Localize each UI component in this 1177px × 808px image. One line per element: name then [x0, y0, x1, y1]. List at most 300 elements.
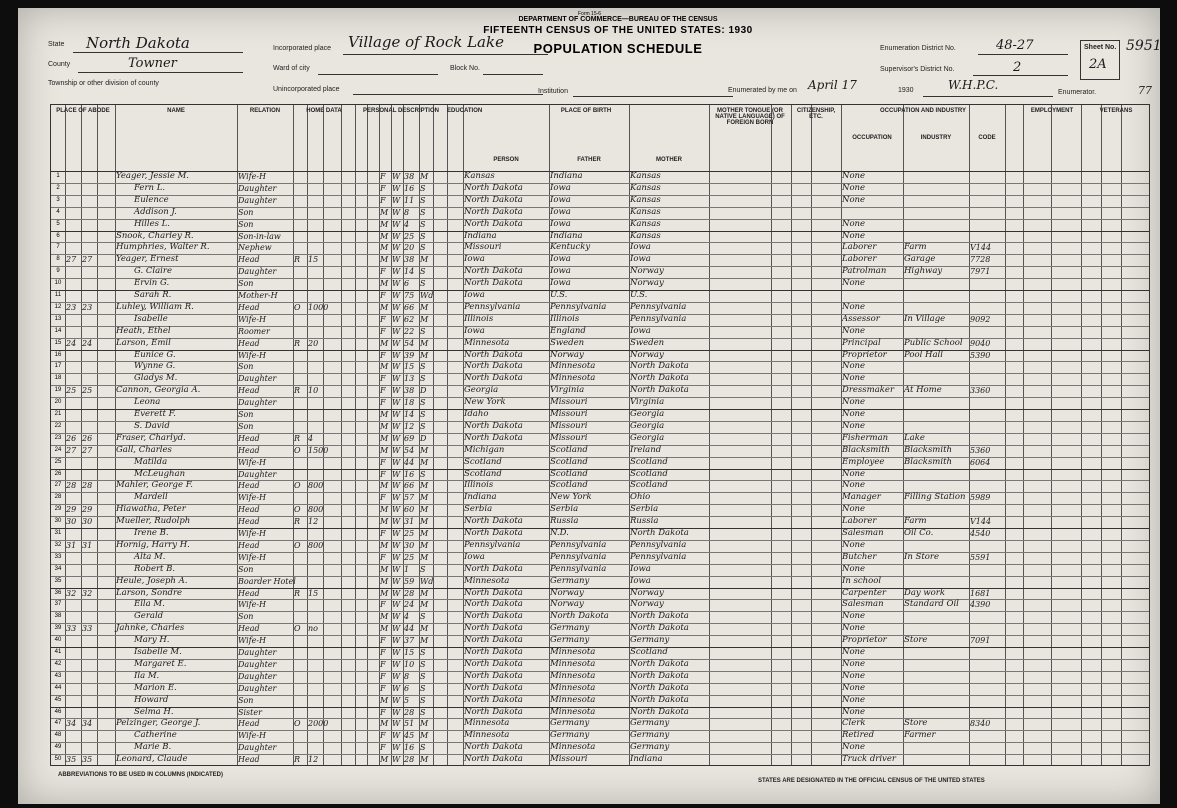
- cell-tenure: [294, 326, 306, 338]
- cell-sex: M: [380, 481, 389, 491]
- cell-ind: Garage: [904, 254, 936, 265]
- cell-sex: M: [380, 255, 389, 265]
- cell-tenure: [294, 611, 306, 623]
- cell-ind: Oil Co.: [904, 528, 934, 538]
- cell-value: 20: [308, 338, 319, 348]
- cell-occ: [842, 290, 902, 302]
- table-row: [51, 683, 1149, 695]
- cell-age: 57: [404, 493, 415, 503]
- cell-dw: [66, 183, 80, 195]
- cell-mpob: Georgia: [630, 420, 665, 431]
- cell-race: W: [392, 255, 401, 265]
- footer-note: STATES ARE DESIGNATED IN THE OFFICIAL CENSUS OF THE UNITED STATES: [758, 778, 985, 784]
- cell-occ: Employee: [842, 456, 885, 467]
- table-row: [51, 552, 1149, 564]
- cell-ms: D: [420, 386, 427, 396]
- unincorporated-underline: [353, 94, 543, 95]
- cell-occ: Salesman: [842, 528, 884, 538]
- abbrev-title: ABBREVIATIONS TO BE USED IN COLUMNS (INDICATED): [58, 772, 224, 778]
- cell-ms: M: [420, 172, 429, 181]
- cell-rel: Daughter: [238, 743, 277, 753]
- cell-tenure: [294, 659, 306, 671]
- column-group-mother-tongue-or-native-language-of-foreign-born: MOTHER TONGUE (OR NATIVE LANGUAGE) OF FOREIGN BORN: [715, 108, 785, 126]
- cell-age: 15: [404, 648, 415, 657]
- cell-fam: [82, 290, 96, 302]
- cell-race: W: [392, 612, 401, 622]
- cell-race: W: [392, 493, 401, 503]
- cell-mpob: North Dakota: [630, 694, 689, 705]
- cell-age: 39: [404, 350, 415, 360]
- cell-age: 54: [404, 338, 415, 348]
- cell-fpob: Scotland: [550, 444, 588, 455]
- cell-fpob: England: [550, 325, 586, 336]
- cell-n: 4: [56, 208, 60, 215]
- cell-name: Catherine: [134, 730, 177, 741]
- cell-mpob: Iowa: [630, 242, 651, 253]
- cell-ind: Highway: [904, 266, 943, 277]
- cell-occ: [842, 207, 902, 219]
- cell-pob: Pennsylvania: [464, 301, 521, 312]
- cell-ind: Farm: [904, 242, 927, 253]
- cell-name: Isabelle: [134, 313, 168, 324]
- cell-rel: Wife-H: [238, 600, 267, 610]
- cell-dw: [66, 576, 80, 588]
- cell-pob: North Dakota: [464, 754, 523, 765]
- cell-pob: Iowa: [464, 290, 485, 300]
- cell-fam: [82, 183, 96, 195]
- cell-mpob: Scotland: [630, 647, 668, 657]
- cell-race: W: [392, 469, 401, 479]
- cell-fpob: Minnesota: [550, 361, 596, 372]
- cell-fam: [82, 576, 96, 588]
- cell-name: Snook, Charley R.: [116, 230, 194, 241]
- cell-occ: Assessor: [842, 313, 880, 324]
- cell-tenure: [294, 683, 306, 695]
- cell-mpob: Scotland: [630, 456, 668, 467]
- cell-occ: None: [842, 278, 866, 289]
- cell-tenure: [294, 350, 306, 362]
- cell-dw: [66, 671, 80, 683]
- cell-mpob: Pennsylvania: [630, 313, 687, 324]
- cell-fpob: Minnesota: [550, 706, 596, 717]
- cell-pob: North Dakota: [464, 647, 523, 657]
- cell-rel: Head: [238, 517, 260, 527]
- cell-race: W: [392, 755, 401, 765]
- cell-fpob: Iowa: [550, 182, 571, 193]
- cell-race: W: [392, 552, 401, 562]
- cell-fpob: Pennsylvania: [550, 563, 607, 574]
- table-row: [51, 350, 1149, 362]
- cell-ms: S: [420, 683, 426, 693]
- cell-ms: Wd: [420, 291, 434, 300]
- cell-age: 4: [404, 612, 410, 622]
- cell-age: 66: [404, 302, 415, 312]
- cell-mpob: Norway: [630, 349, 664, 360]
- cell-tenure: [294, 635, 306, 647]
- cell-value: [308, 195, 340, 207]
- cell-value: [308, 611, 340, 623]
- cell-mpob: North Dakota: [630, 706, 689, 717]
- cell-ms: M: [420, 314, 429, 324]
- enumerated-year: 1930: [898, 87, 914, 94]
- cell-fpob: Germany: [550, 623, 590, 634]
- cell-fpob: New York: [550, 492, 592, 503]
- cell-ind: [904, 707, 968, 719]
- cell-fpob: Missouri: [550, 754, 588, 765]
- cell-name: Yeager, Ernest: [116, 254, 179, 265]
- table-row: [51, 373, 1149, 385]
- cell-tenure: O: [294, 445, 301, 455]
- cell-race: W: [392, 648, 401, 657]
- cell-dw: [66, 611, 80, 623]
- cell-ind: [904, 326, 968, 338]
- cell-dw: [66, 231, 80, 243]
- table-row: [51, 266, 1149, 278]
- cell-dw: [66, 457, 80, 469]
- cell-occ: None: [842, 682, 866, 693]
- table-row: [51, 635, 1149, 647]
- cell-occ: None: [842, 670, 866, 681]
- cell-fam: [82, 599, 96, 611]
- cell-code: [970, 183, 1004, 195]
- cell-age: 62: [404, 314, 415, 324]
- cell-ind: [904, 683, 968, 695]
- cell-rel: Head: [238, 755, 260, 765]
- cell-sex: M: [380, 243, 389, 253]
- cell-sex: M: [380, 421, 389, 431]
- cell-n: 33: [54, 553, 62, 560]
- cell-race: W: [392, 540, 401, 550]
- cell-dw: [66, 397, 80, 409]
- cell-tenure: R: [294, 517, 301, 527]
- state-underline: [73, 52, 243, 53]
- cell-dw: [66, 683, 80, 695]
- cell-ms: S: [420, 695, 426, 705]
- cell-dw: 34: [66, 719, 77, 729]
- cell-age: 44: [404, 457, 415, 467]
- cell-code: 5591: [970, 552, 991, 562]
- cell-fpob: Norway: [550, 349, 584, 360]
- table-row: [51, 564, 1149, 576]
- cell-occ: Dressmaker: [842, 385, 895, 396]
- cell-mpob: Norway: [630, 266, 664, 277]
- cell-ms: M: [420, 302, 429, 312]
- cell-value: 12: [308, 517, 319, 527]
- cell-fpob: Serbia: [550, 504, 579, 515]
- cell-rel: Daughter: [238, 195, 277, 205]
- cell-pob: Kansas: [464, 171, 495, 181]
- cell-name: Wynne G.: [134, 361, 176, 372]
- cell-pob: North Dakota: [464, 682, 523, 693]
- cell-fpob: Missouri: [550, 409, 588, 419]
- cell-dw: 29: [66, 505, 77, 515]
- cell-age: 8: [404, 671, 410, 681]
- cell-rel: Son: [238, 564, 254, 574]
- cell-ind: [904, 504, 968, 516]
- cell-race: W: [392, 267, 401, 277]
- cell-occ: None: [842, 194, 866, 205]
- cell-mpob: Scotland: [630, 480, 668, 491]
- cell-sex: M: [380, 445, 389, 455]
- cell-ms: S: [420, 195, 426, 205]
- cell-code: [970, 207, 1004, 219]
- cell-mpob: Norway: [630, 599, 664, 610]
- cell-value: [308, 552, 340, 564]
- cell-name: Larson, Sondre: [116, 587, 183, 598]
- cell-age: 28: [404, 755, 415, 765]
- cell-value: 15: [308, 588, 319, 598]
- cell-pob: Indiana: [464, 492, 497, 503]
- cell-pob: North Dakota: [464, 266, 523, 277]
- cell-age: 16: [404, 183, 415, 193]
- incorporated-value: Village of Rock Lake: [348, 33, 504, 51]
- cell-ind: [904, 219, 968, 231]
- supervisor-underline: [973, 75, 1068, 76]
- cell-n: 31: [54, 530, 62, 536]
- cell-sex: M: [380, 410, 389, 419]
- cell-code: 3360: [970, 386, 991, 396]
- cell-code: 5989: [970, 493, 991, 503]
- column-group-place-of-birth: PLACE OF BIRTH: [560, 108, 612, 114]
- cell-tenure: [294, 183, 306, 195]
- cell-ms: M: [420, 600, 429, 610]
- cell-mpob: Indiana: [630, 754, 663, 765]
- cell-value: [308, 350, 340, 362]
- cell-ind: Standard Oil: [904, 599, 959, 610]
- cell-code: [970, 278, 1004, 290]
- cell-name: Howard: [134, 694, 169, 705]
- enumerator-underline: [923, 96, 1053, 97]
- cell-ind: Farm: [904, 516, 927, 527]
- cell-ms: S: [420, 659, 426, 669]
- cell-fam: 34: [82, 719, 93, 729]
- cell-age: 45: [404, 731, 415, 741]
- cell-value: [308, 231, 340, 243]
- cell-age: 10: [404, 659, 415, 669]
- cell-ms: S: [420, 267, 426, 277]
- table-row: [51, 457, 1149, 469]
- cell-age: 14: [404, 267, 415, 277]
- cell-ind: Filling Station: [904, 492, 966, 503]
- cell-fam: [82, 683, 96, 695]
- cell-name: Marion E.: [134, 682, 177, 693]
- cell-race: W: [392, 243, 401, 253]
- cell-pob: Minnesota: [464, 718, 510, 729]
- cell-sex: F: [380, 659, 386, 669]
- cell-fam: [82, 552, 96, 564]
- cell-pob: North Dakota: [464, 694, 523, 705]
- cell-rel: Head: [238, 588, 260, 598]
- cell-n: 18: [54, 375, 62, 382]
- cell-name: Leonard, Claude: [116, 754, 188, 765]
- cell-mpob: Germany: [630, 718, 670, 729]
- cell-code: [970, 576, 1004, 588]
- cell-tenure: O: [294, 540, 301, 550]
- cell-name: Mardell: [134, 492, 168, 503]
- cell-code: [970, 361, 1004, 373]
- cell-fam: [82, 326, 96, 338]
- cell-occ: Proprietor: [842, 349, 887, 360]
- cell-code: [970, 421, 1004, 433]
- cell-sex: F: [380, 648, 386, 657]
- cell-value: [308, 290, 340, 302]
- cell-code: [970, 707, 1004, 719]
- cell-mpob: North Dakota: [630, 361, 689, 372]
- cell-occ: Clerk: [842, 718, 866, 729]
- table-row: [51, 707, 1149, 719]
- table-row: [51, 385, 1149, 397]
- cell-code: [970, 171, 1004, 183]
- cell-code: 1681: [970, 588, 991, 598]
- cell-sex: F: [380, 195, 386, 205]
- cell-mpob: North Dakota: [630, 385, 689, 396]
- cell-value: [308, 564, 340, 576]
- cell-n: 30: [54, 518, 62, 525]
- cell-code: [970, 433, 1004, 445]
- cell-code: 9092: [970, 314, 991, 324]
- cell-pob: Scotland: [464, 456, 502, 467]
- cell-n: 15: [54, 339, 62, 346]
- cell-race: W: [392, 731, 401, 741]
- cell-code: [970, 397, 1004, 409]
- cell-ind: Blacksmith: [904, 444, 952, 455]
- cell-occ: None: [842, 563, 866, 574]
- state-value: North Dakota: [86, 34, 190, 52]
- cell-ind: [904, 397, 968, 409]
- cell-mpob: North Dakota: [630, 373, 689, 384]
- cell-rel: Head: [238, 540, 260, 550]
- cell-ind: In Village: [904, 313, 946, 324]
- cell-fpob: Sweden: [550, 337, 585, 348]
- cell-dw: [66, 421, 80, 433]
- cell-race: W: [392, 576, 401, 586]
- cell-code: [970, 540, 1004, 552]
- table-row: [51, 421, 1149, 433]
- cell-name: Leona: [134, 397, 161, 408]
- cell-code: [970, 611, 1004, 623]
- cell-ind: [904, 231, 968, 243]
- occupation-subheader-industry: INDUSTRY: [920, 135, 952, 141]
- enumerated-date: April 17: [808, 78, 857, 92]
- cell-pob: North Dakota: [464, 373, 523, 384]
- cell-sex: F: [380, 291, 386, 300]
- cell-race: W: [392, 314, 401, 324]
- cell-age: 11: [404, 195, 415, 205]
- table-row: [51, 314, 1149, 326]
- cell-pob: North Dakota: [464, 206, 523, 217]
- cell-age: 25: [404, 529, 415, 538]
- table-row: [51, 242, 1149, 254]
- cell-fpob: Minnesota: [550, 742, 596, 753]
- cell-n: 50: [54, 756, 62, 763]
- cell-sex: F: [380, 314, 386, 324]
- cell-occ: None: [842, 539, 866, 550]
- cell-sex: F: [380, 267, 386, 277]
- cell-race: W: [392, 374, 401, 384]
- cell-race: W: [392, 624, 401, 634]
- cell-value: 800: [308, 481, 324, 491]
- cell-value: [308, 183, 340, 195]
- cell-tenure: [294, 528, 306, 540]
- cell-ind: [904, 361, 968, 373]
- cell-n: 11: [54, 292, 62, 298]
- cell-value: [308, 647, 340, 659]
- cell-fpob: Germany: [550, 575, 590, 586]
- cell-occ: In school: [842, 575, 882, 586]
- cell-pob: New York: [464, 397, 506, 408]
- cell-age: 16: [404, 469, 415, 479]
- cell-rel: Son: [238, 695, 254, 705]
- cell-ms: M: [420, 505, 429, 515]
- cell-n: 13: [54, 315, 62, 322]
- ward-underline: [318, 74, 438, 75]
- cell-ind: [904, 754, 968, 766]
- cell-fam: 26: [82, 433, 93, 443]
- cell-occ: Laborer: [842, 516, 877, 527]
- cell-rel: Wife-H: [238, 350, 267, 360]
- cell-ms: S: [420, 219, 426, 229]
- cell-age: 44: [404, 624, 415, 634]
- cell-n: 23: [54, 434, 62, 441]
- cell-age: 51: [404, 719, 415, 729]
- cell-race: W: [392, 183, 401, 193]
- cell-ms: S: [420, 612, 426, 622]
- table-row: [51, 718, 1149, 730]
- cell-occ: None: [842, 480, 866, 491]
- county-underline: [78, 72, 243, 73]
- cell-dw: [66, 314, 80, 326]
- cell-mpob: Iowa: [630, 563, 651, 574]
- cell-race: W: [392, 505, 401, 515]
- cell-fam: [82, 361, 96, 373]
- cell-sex: M: [380, 588, 389, 598]
- cell-age: 38: [404, 386, 415, 396]
- cell-mpob: Kansas: [630, 218, 661, 229]
- cell-tenure: [294, 373, 306, 385]
- cell-age: 16: [404, 743, 415, 753]
- cell-occ: Laborer: [842, 254, 877, 265]
- cell-code: [970, 469, 1004, 481]
- cell-ind: [904, 409, 968, 421]
- cell-rel: Son: [238, 421, 254, 431]
- cell-code: 7971: [970, 267, 991, 277]
- table-row: [51, 588, 1149, 600]
- cell-ms: S: [420, 398, 426, 408]
- cell-tenure: O: [294, 719, 301, 729]
- column-group-relation: RELATION: [249, 108, 281, 114]
- cell-dw: [66, 707, 80, 719]
- cell-age: 66: [404, 481, 415, 491]
- cell-fpob: Minnesota: [550, 670, 596, 681]
- cell-fpob: Iowa: [550, 254, 571, 265]
- cell-code: [970, 480, 1004, 492]
- cell-value: 1000: [308, 302, 329, 312]
- cell-ms: S: [420, 183, 426, 193]
- cell-pob: Iowa: [464, 325, 485, 336]
- cell-age: 25: [404, 231, 415, 241]
- cell-fam: [82, 671, 96, 683]
- cell-value: [308, 528, 340, 540]
- cell-code: [970, 695, 1004, 707]
- cell-ind: Blacksmith: [904, 456, 952, 467]
- cell-rel: Head: [238, 624, 260, 634]
- cell-fam: 25: [82, 386, 93, 396]
- cell-sex: M: [380, 695, 389, 705]
- cell-n: 48: [54, 732, 62, 739]
- cell-n: 24: [54, 446, 62, 453]
- cell-fam: [82, 231, 96, 243]
- cell-name: Cannon, Georgia A.: [116, 385, 201, 396]
